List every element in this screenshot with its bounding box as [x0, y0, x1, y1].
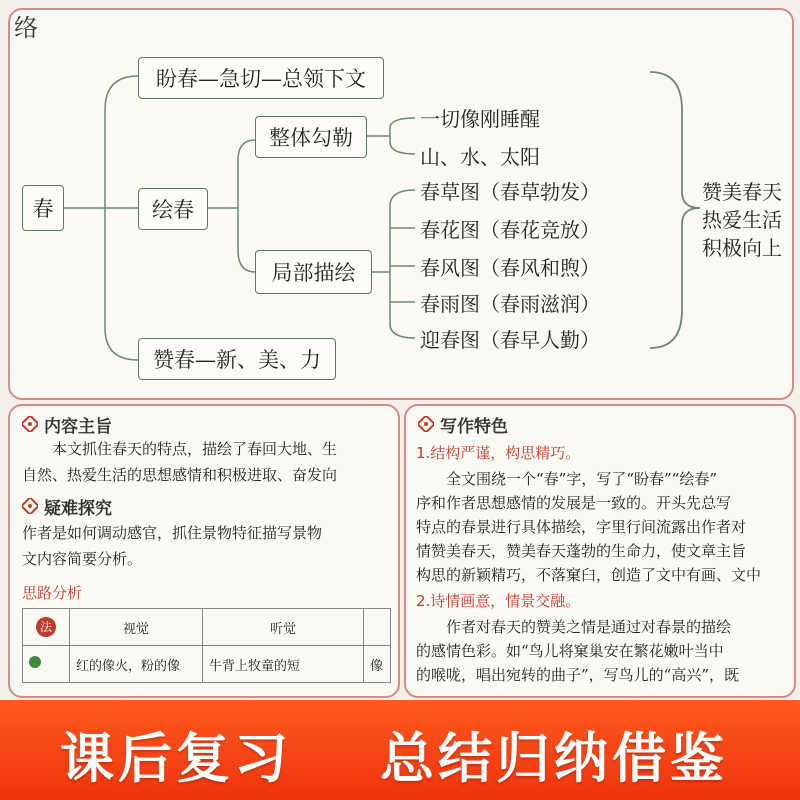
promo-banner	[0, 700, 800, 800]
sub2-item: 春风图（春风和煦）	[420, 256, 600, 280]
corner-char: 络	[14, 14, 38, 42]
table-cell: 牛背上牧童的短	[203, 646, 364, 683]
branch-huichun: 绘春	[138, 188, 208, 230]
feature-point-2: 2.诗情画意，情景交融。	[416, 592, 581, 610]
knot-icon	[22, 498, 38, 514]
table-cell: 红的像火，粉的像	[70, 646, 203, 683]
sub2-item: 春雨图（春雨滋润）	[420, 292, 600, 316]
sub-jubu: 局部描绘	[255, 250, 372, 294]
method-badge: 法	[36, 617, 56, 637]
feature-text-line: 构思的新颖精巧，不落窠臼，创造了文中有画、文中	[416, 566, 762, 584]
header-visual: 视觉	[70, 609, 203, 646]
summary-line: 积极向上	[702, 236, 782, 260]
banner-right-text: 总结归纳借鉴	[380, 727, 728, 790]
feature-text-line: 作者对春天的赞美之情是通过对春景的描绘	[446, 618, 732, 636]
banner-left-text: 课后复习	[60, 727, 292, 790]
mindmap-panel	[8, 8, 794, 400]
feature-text-line: 的喉咙，唱出宛转的曲子”，写鸟儿的“高兴”，既	[416, 666, 740, 684]
feature-text-line: 特点的春景进行具体描绘，字里行间流露出作者对	[416, 518, 747, 536]
sub2-item: 迎春图（春早人勤）	[420, 328, 600, 352]
feature-text-line: 情赞美春天，赞美春天蓬勃的生命力，使文章主旨	[416, 542, 747, 560]
feature-text-line: 全文围绕一个“春”字，写了“盼春”“绘春”	[446, 470, 718, 488]
sub2-item: 春花图（春花竞放）	[420, 218, 600, 242]
knot-icon	[22, 416, 38, 432]
sub1-item: 一切像刚睡醒	[420, 107, 540, 131]
feature-point-1: 1.结构严谨，构思精巧。	[416, 444, 581, 462]
theme-text-line: 本文抓住春天的特点，描绘了春回大地、生	[52, 440, 338, 458]
features-panel	[404, 404, 796, 698]
difficult-text-line: 文内容简要分析。	[22, 550, 143, 568]
table-cell: 像	[364, 646, 391, 683]
summary-line: 热爱生活	[702, 208, 782, 232]
section-title-theme: 内容主旨	[44, 417, 112, 437]
content-panel	[8, 404, 400, 698]
difficult-text-line: 作者是如何调动感官，抓住景物特征描写景物	[22, 524, 323, 542]
branch-panchun: 盼春—急切—总领下文	[138, 57, 384, 99]
branch-zanchun: 赞春—新、美、力	[138, 338, 336, 380]
theme-text-line: 自然、热爱生活的思想感情和积极进取、奋发向	[22, 466, 338, 484]
analysis-table	[22, 608, 391, 683]
summary-line: 赞美春天	[702, 180, 782, 204]
feature-text-line: 序和作者思想感情的发展是一致的。开头先总写	[416, 494, 732, 512]
feature-text-line: 的感情色彩。如“鸟儿将窠巢安在繁花嫩叶当中	[416, 642, 724, 660]
knot-icon	[418, 416, 434, 432]
sub1-item: 山、水、太阳	[420, 145, 540, 169]
sub-zhengti: 整体勾勒	[255, 116, 367, 158]
section-title-features: 写作特色	[440, 417, 508, 437]
root-node: 春	[22, 185, 64, 231]
subtitle-analysis: 思路分析	[22, 584, 83, 602]
green-dot	[29, 656, 41, 668]
mindmap-connectors	[10, 10, 792, 398]
header-auditory: 听觉	[203, 609, 364, 646]
sub2-item: 春草图（春草勃发）	[420, 180, 600, 204]
section-title-difficult: 疑难探究	[44, 499, 112, 519]
